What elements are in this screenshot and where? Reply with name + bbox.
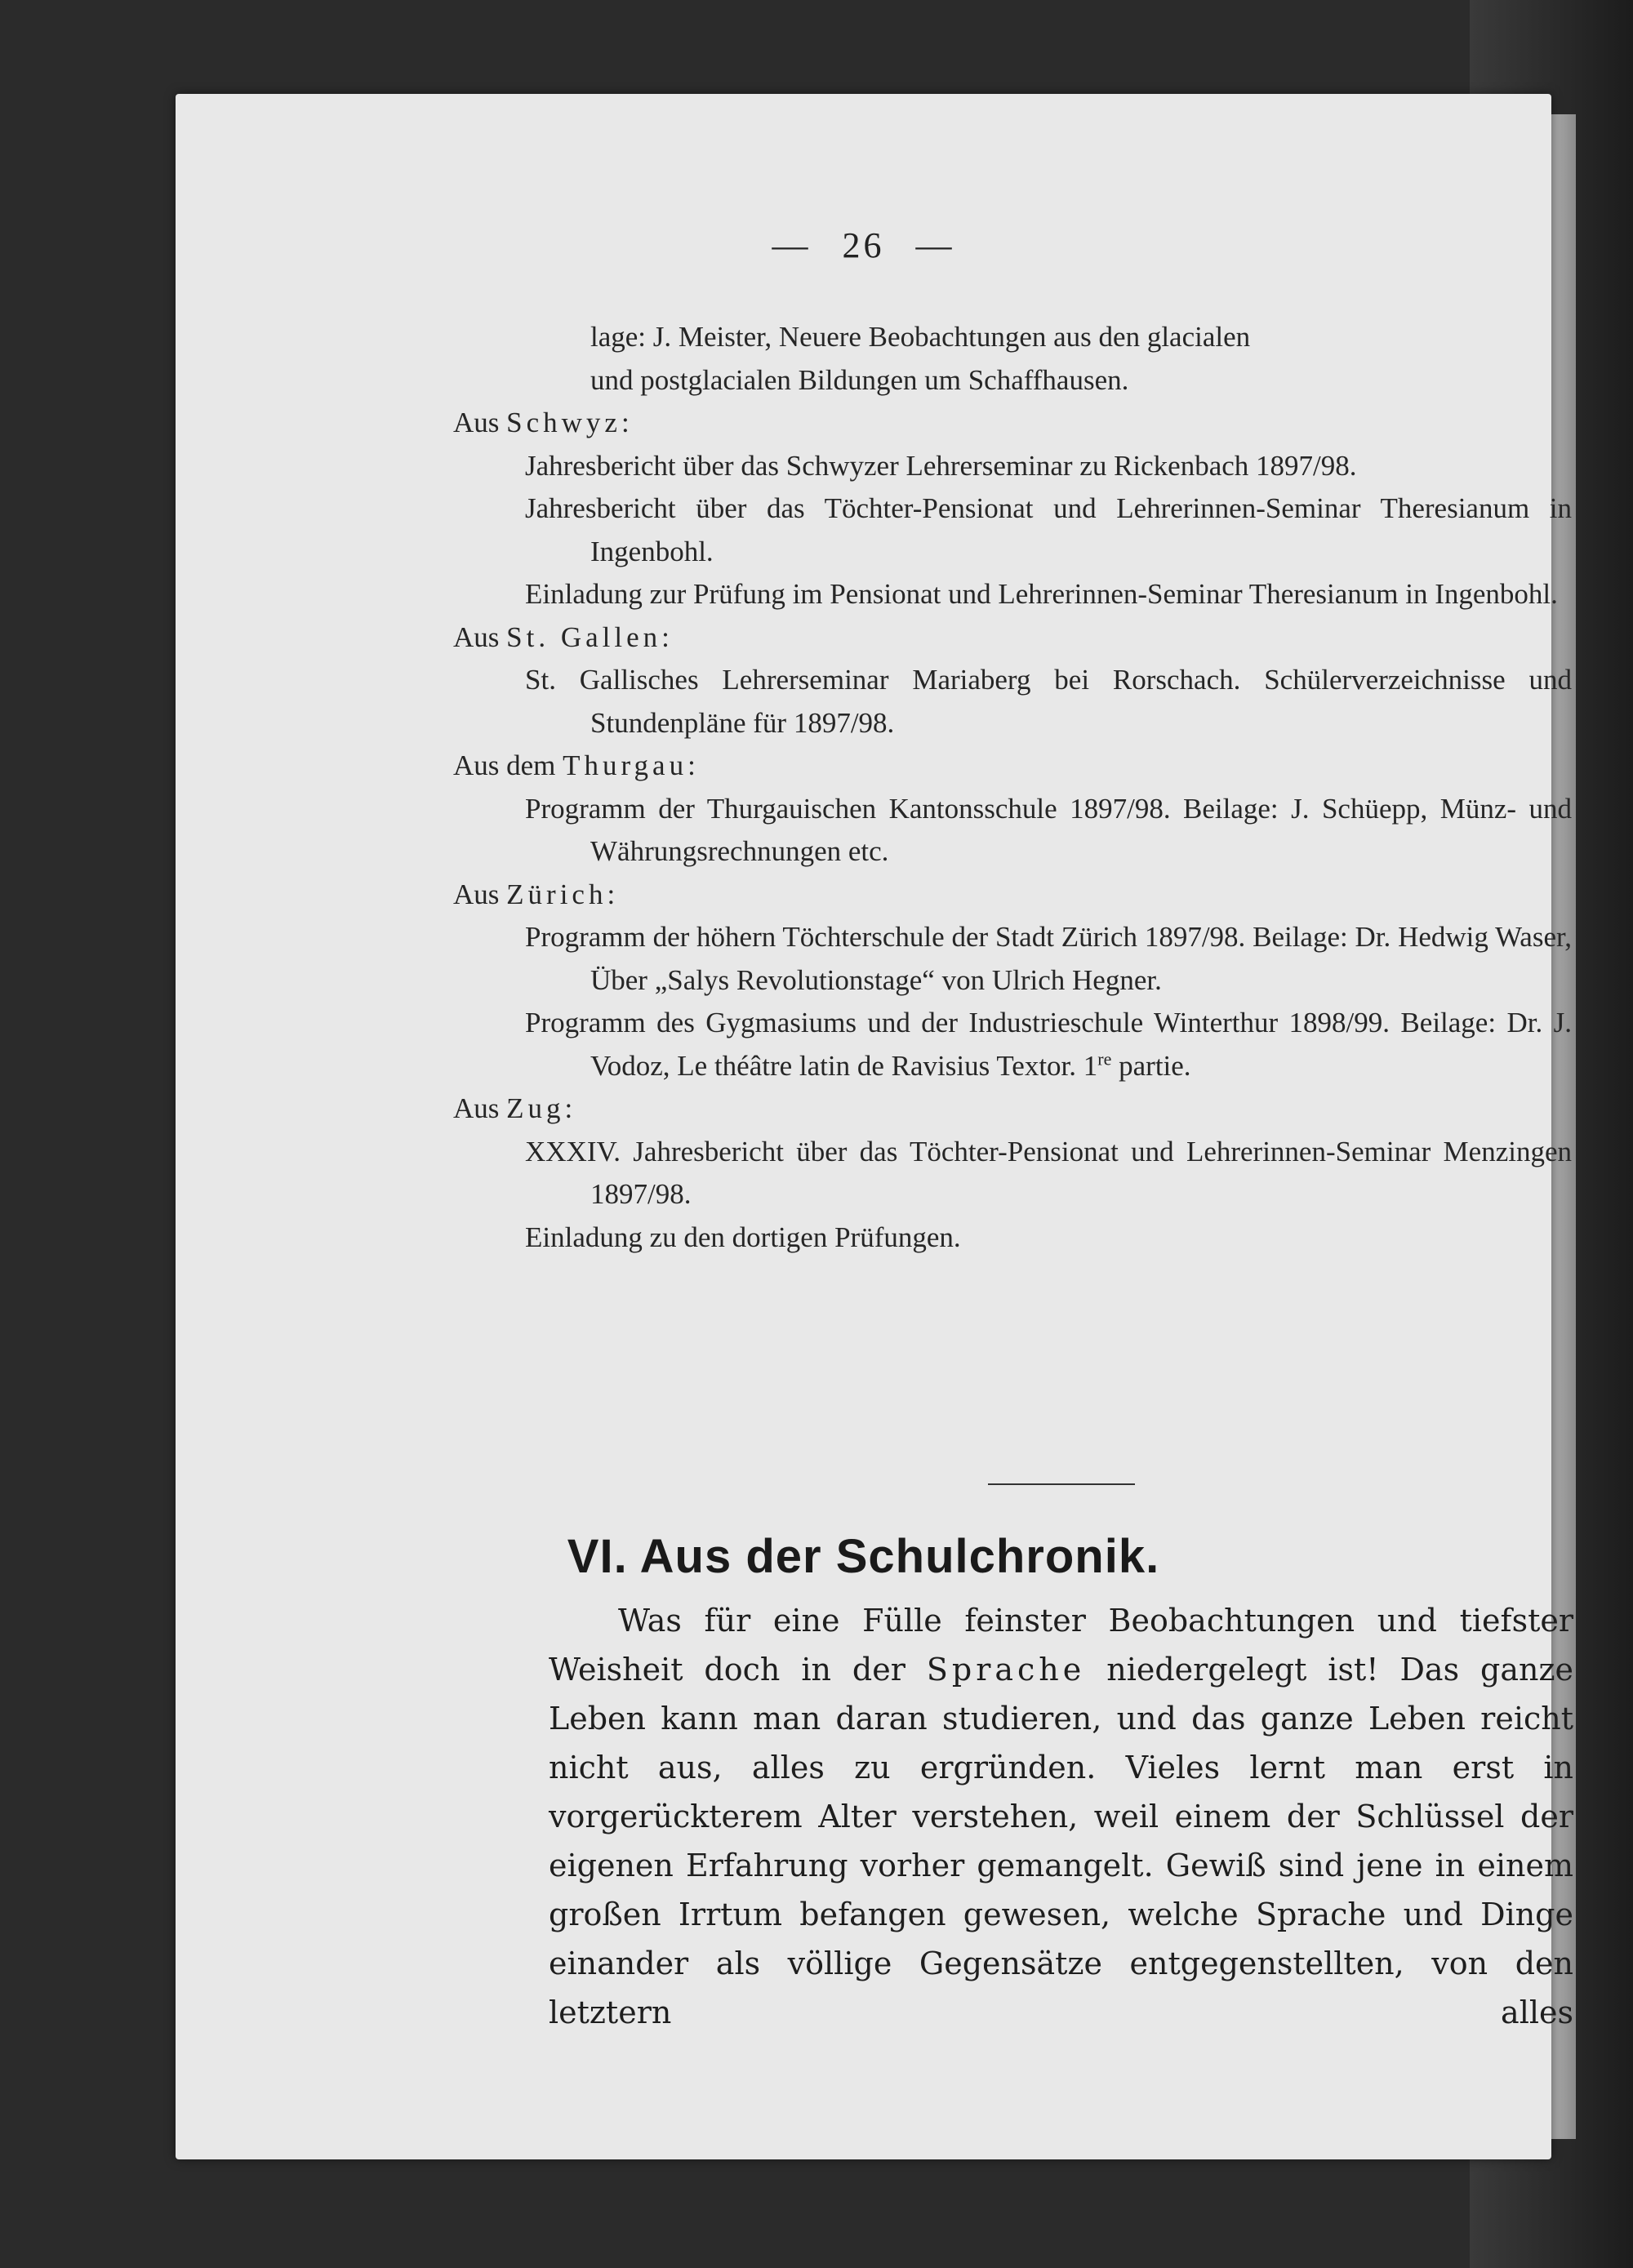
region-zug [453,1087,1572,1259]
region-thurgau [453,745,1572,874]
emphasized-word: Sprache [926,1652,1086,1688]
paragraph-text-start: Was für eine Fülle feinster Beobachtungen und tiefster Weisheit doch in der [549,1603,1573,1688]
list-item-text: Programm des Gygmasiums und der Industrieschule Winterthur 1898/99. Beilage: Dr. J. Vodoz, Le théâtre latin de Ravisius Textor. [525,1007,1572,1082]
region-name: Thurgau: [563,749,700,781]
region-name: Schwyz: [506,407,634,438]
list-item [453,1002,1572,1087]
region-label [453,402,1572,445]
section-heading: VI. Aus der Schulchronik. [567,1530,1160,1583]
edition-superscript: re [1097,1047,1112,1069]
region-name: Zug: [506,1092,577,1124]
page-number-value: 26 [842,225,885,265]
region-prefix: Aus dem [453,749,556,781]
publication-list [453,316,1572,1259]
region-prefix: Aus [453,1092,500,1124]
opening-line-1: lage: J. Meister, Neuere Beobachtungen aus den glacialen [590,321,1251,353]
region-label [453,874,1572,917]
opening-continuation [453,316,1572,402]
region-prefix: Aus [453,407,500,438]
page-number [176,225,1551,266]
region-st-gallen [453,616,1572,745]
list-item: Programm der höhern Töchterschule der Stadt Zürich 1897/98. Beilage: Dr. Hedwig Waser, Über „Salys Revolutionstage“ von Ulrich Hegner. [525,921,1572,996]
region-label [453,745,1572,788]
region-zuerich [453,874,1572,1088]
edition-suffix: partie. [1111,1049,1191,1082]
list-item: Einladung zur Prüfung im Pensionat und Lehrerinnen-Seminar Theresianum in Ingenbohl. [525,578,1558,610]
region-label [453,616,1572,660]
book-page [176,94,1573,2159]
list-item: XXXIV. Jahresbericht über das Töchter-Pensionat und Lehrerinnen-Seminar Menzingen 1897/98. [525,1135,1572,1210]
region-schwyz [453,402,1572,616]
section-divider [988,1483,1135,1485]
opening-line-2: und postglacialen Bildungen um Schaffhausen. [590,363,1129,396]
list-item: St. Gallisches Lehrerseminar Mariaberg bei Rorschach. Schülerverzeichnisse und Stundenpläne für 1897/98. [525,664,1572,739]
page-number-dash-right: — [915,225,955,265]
region-prefix: Aus [453,620,500,653]
list-item: Jahresbericht über das Schwyzer Lehrerseminar zu Rickenbach 1897/98. [525,449,1357,482]
section-paragraph [549,1596,1573,2037]
page-number-dash-left: — [772,225,812,265]
list-item: Jahresbericht über das Töchter-Pensionat und Lehrerinnen-Seminar Theresianum in Ingenbohl. [525,492,1572,567]
region-name: St. Gallen: [506,620,674,653]
edition-number: 1 [1083,1049,1098,1082]
paragraph-text-rest: niedergelegt ist! Das ganze Leben kann man daran studieren, und das ganze Leben reicht nicht aus, alles zu ergründen. Vieles lernt man erst in vorgerückterem Alter verstehen, weil einem der Schlüssel der eigenen Erfahrung vorher gemangelt. Gewiß sind jene in einem großen Irrtum befangen gewesen, welche Sprache und Dinge einander als völlige Gegensätze entgegenstellten, von den letztern alles [549,1652,1573,2030]
list-item: Einladung zu den dortigen Prüfungen. [525,1221,961,1253]
region-prefix: Aus [453,878,500,910]
region-name: Zürich: [506,878,620,910]
region-label [453,1087,1572,1131]
list-item: Programm der Thurgauischen Kantonsschule 1897/98. Beilage: J. Schüepp, Münz- und Währungsrechnungen etc. [525,792,1572,867]
